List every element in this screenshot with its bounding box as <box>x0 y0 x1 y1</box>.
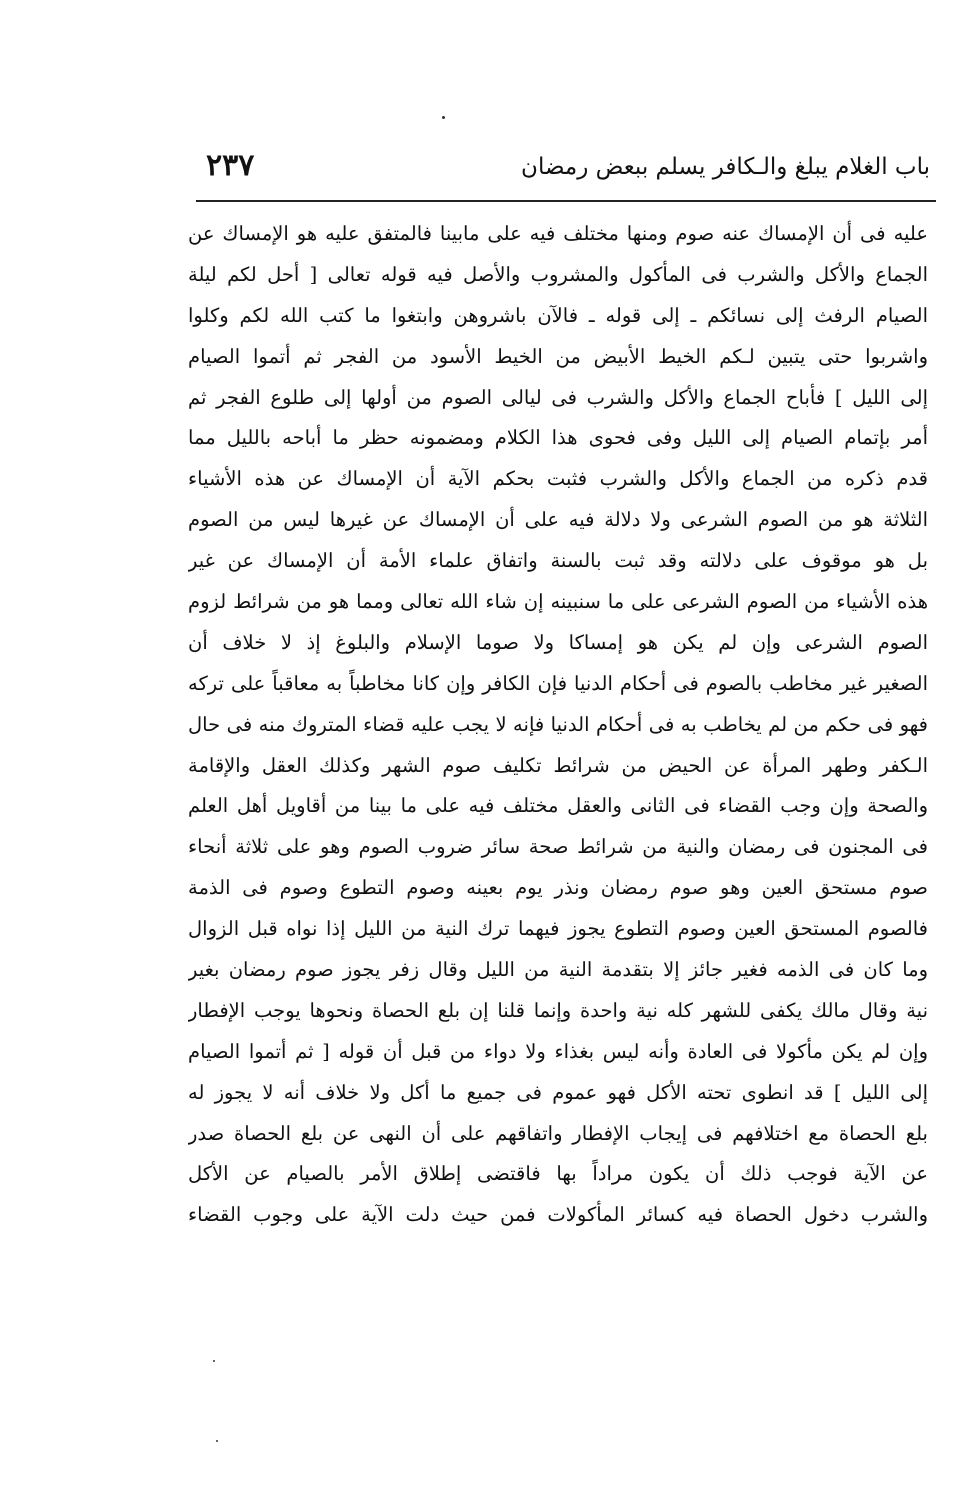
text-line: هذه الأشياء من الصوم الشرعى على ما سنبينه إن شاء الله تعالى ومما هو من شرائط لزوم <box>188 590 928 614</box>
text-line: بلع الحصاة مع اختلافهم فى إيجاب الإفطار واتفاقهم على أن النهى عن بلع الحصاة صدر <box>188 1121 928 1145</box>
text-line: أمر بإتمام الصيام إلى الليل وفى فحوى هذا الكلام ومضمونه حظر ما أباحه بالليل مما <box>188 426 928 450</box>
text-line: وما كان فى الذمه فغير جائز إلا بتقدمة النية من الليل وقال زفر يجوز صوم رمضان بغير <box>188 958 928 982</box>
text-line: إلى الليل ] قد انطوى تحته الأكل فهو عموم فى جميع ما أكل ولا خلاف أنه لا يجوز له <box>188 1080 928 1104</box>
page-header <box>200 148 930 192</box>
text-line: واشربوا حتى يتبين لـكم الخيط الأبيض من الخيط الأسود من الفجر ثم أتموا الصيام <box>188 344 928 368</box>
body-text <box>188 214 928 1236</box>
text-line: صوم مستحق العين وهو صوم رمضان ونذر يوم بعينه وصوم التطوع وصوم فى الذمة <box>188 876 928 900</box>
text-line: والشرب دخول الحصاة فيه كسائر المأكولات فمن حيث دلت الآية على وجوب القضاء <box>188 1203 928 1227</box>
scan-speck <box>213 1360 215 1362</box>
header-rule <box>196 200 936 202</box>
text-line: وإن لم يكن مأكولا فى العادة وأنه ليس بغذاء ولا دواء من قبل أن قوله [ ثم أتموا الصيام <box>188 1039 928 1063</box>
text-line: فهو فى حكم من لم يخاطب به فى أحكام الدنيا فإنه لا يجب عليه قضاء المتروك منه فى حال <box>188 712 928 736</box>
text-line: فالصوم المستحق العين وصوم التطوع يجوز فيهما ترك النية من الليل إذا نواه قبل الزوال <box>188 917 928 941</box>
text-line: الصغير غير مخاطب بالصوم فى أحكام الدنيا فإن الكافر وإن كانا مخاطباً به معاقباً على تركه <box>188 671 928 695</box>
page-number: ٢٣٧ <box>206 148 255 183</box>
text-line: عن الآية فوجب ذلك أن يكون مراداً بها فاقتضى إطلاق الأمر بالصيام عن الأكل <box>188 1162 928 1186</box>
text-line: والصحة وإن وجب القضاء فى الثانى والعقل مختلف فيه على ما بينا من أقاويل أهل العلم <box>188 794 928 818</box>
text-line: عليه فى أن الإمساك عنه صوم ومنها مختلف فيه على مابينا فالمتفق عليه هو الإمساك عن <box>188 222 928 245</box>
text-line: إلى الليل ] فأباح الجماع والأكل والشرب فى ليالى الصوم من أولها إلى طلوع الفجر ثم <box>188 385 928 409</box>
text-line: نية وقال مالك يكفى للشهر كله نية واحدة وإنما قلنا إن بلع الحصاة ونحوها يوجب الإفطار <box>188 998 928 1022</box>
text-line: الجماع والأكل والشرب فى المأكول والمشروب والأصل فيه قوله تعالى [ أحل لكم ليلة <box>188 262 928 286</box>
scan-speck <box>216 1440 218 1442</box>
running-title: باب الغلام يبلغ والـكافر يسلم ببعض رمضان <box>521 154 930 180</box>
text-line: قدم ذكره من الجماع والأكل والشرب فثبت بحكم الآية أن الإمساك عن هذه الأشياء <box>188 467 928 491</box>
text-line: بل هو موقوف على دلالته وقد ثبت بالسنة واتفاق علماء الأمة أن الإمساك عن غير <box>188 549 928 573</box>
scan-speck <box>442 116 445 119</box>
text-line: الـكفر وطهر المرأة عن الحيض من شرائط تكليف صوم الشهر وكذلك العقل والإقامة <box>188 753 928 777</box>
text-line: فى المجنون فى رمضان والنية من شرائط صحة سائر ضروب الصوم وهو على ثلاثة أنحاء <box>188 835 928 859</box>
text-line: الصوم الشرعى وإن لم يكن هو إمساكا ولا صوما الإسلام والبلوغ إذ لا خلاف أن <box>188 630 928 654</box>
text-line: الثلاثة هو من الصوم الشرعى ولا دلالة فيه على أن الإمساك عن غيرها ليس من الصوم <box>188 508 928 532</box>
text-line: الصيام الرفث إلى نسائكم ـ إلى قوله ـ فالآن باشروهن وابتغوا ما كتب الله لكم وكلوا <box>188 303 928 327</box>
